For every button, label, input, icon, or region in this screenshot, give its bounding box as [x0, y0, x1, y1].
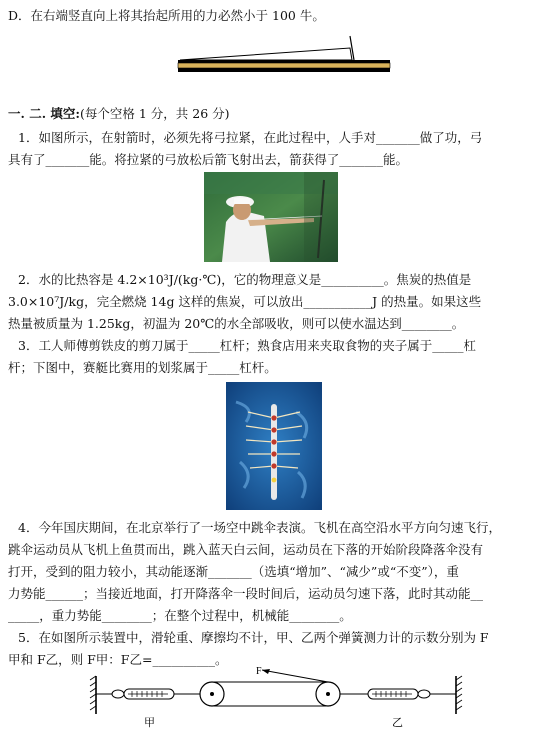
q1-line-2: 具有了_______能。将拉紧的弓放松后箭飞射出去，箭获得了_______能。 [8, 152, 409, 167]
lever-board-figure [170, 30, 400, 76]
q2-line-3: 热量被质量为 1.25kg，初温为 20℃的水全部吸收，则可以使水温达到________。 [8, 316, 465, 331]
rowing-photo [226, 382, 322, 510]
q4-line-3: 打开，受到的阻力较小，其动能逐渐_______（选填“增加”、“减少”或“不变”），重 [8, 564, 459, 579]
q5-line-2: 甲和 F乙，则 F甲：F乙=__________。 [8, 652, 228, 667]
pulley-spring-diagram [88, 662, 464, 730]
q5-line-1: 5．在如图所示装置中，滑轮重、摩擦均不计，甲、乙两个弹簧测力计的示数分别为 F [18, 630, 489, 645]
q4-line-4: 力势能______；当接近地面，打开降落伞一段时间后，运动员匀速下落，此时其动能__ [8, 586, 484, 601]
q3-line-2: 杆；下图中，赛艇比赛用的划浆属于_____杠杆。 [8, 360, 277, 375]
q4-line-5: _____，重力势能________；在整个过程中，机械能________。 [8, 608, 352, 623]
label-jia: 甲 [144, 716, 155, 729]
section-heading: 一. 二. 填空:(每个空格 1 分，共 26 分) [8, 106, 230, 121]
archery-photo [204, 172, 338, 262]
q2-line-1: 2．水的比热容是 4.2×10³J/(kg·℃)，它的物理意义是__________。焦炭的热值是 [18, 272, 472, 287]
q4-line-2: 跳伞运动员从飞机上鱼贯而出，跳入蓝天白云间，运动员在下落的开始阶段降落伞没有 [8, 542, 484, 557]
force-label: F [256, 666, 262, 677]
q2-line-2: 3.0×10⁷J/kg，完全燃烧 14g 这样的焦炭，可以放出___________J 的热量。如果这些 [8, 294, 482, 309]
label-yi: 乙 [392, 716, 403, 729]
q1-line-1: 1．如图所示，在射箭时，必须先将弓拉紧，在此过程中，人手对_______做了功，弓 [18, 130, 483, 145]
q3-line-1: 3．工人师傅剪铁皮的剪刀属于_____杠杆；熟食店用来夹取食物的夹子属于_____杠 [18, 338, 476, 353]
option-d-text: D．在右端竖直向上将其抬起所用的力必然小于 100 牛。 [8, 8, 325, 23]
q4-line-1: 4．今年国庆期间，在北京举行了一场空中跳伞表演。飞机在高空沿水平方向匀速飞行， [18, 520, 501, 535]
